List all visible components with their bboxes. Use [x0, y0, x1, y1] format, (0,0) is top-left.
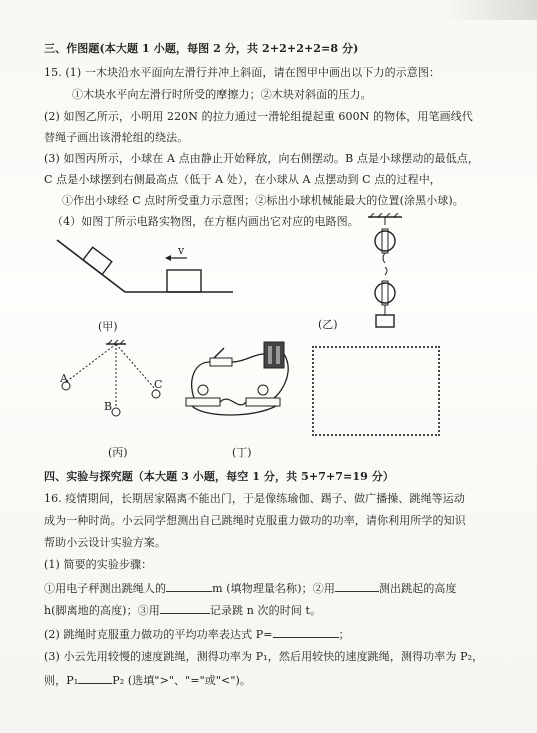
blank-height-tool[interactable] [335, 580, 379, 592]
q15-3-line3: ①作出小球经 C 点时所受重力示意图；②标出小球机械能最大的位置(涂黑小球)。 [62, 194, 464, 207]
scan-shadow [447, 0, 537, 20]
step2-line [44, 602, 321, 618]
lamp-1 [198, 385, 208, 395]
q3-line1: (3) 小云先用较慢的速度跳绳，测得功率为 P₁，然后用较快的速度跳绳，测得功率为 P₂， [44, 650, 484, 663]
movable-pulley [375, 283, 395, 303]
figure-jia-incline [55, 232, 235, 302]
figure-ding-label: (丁) [232, 446, 252, 459]
figure-jia-label: (甲) [98, 320, 118, 333]
q2-line [44, 626, 350, 642]
blank-mass-quantity[interactable] [166, 580, 212, 592]
figure-ding-circuit [184, 340, 294, 420]
circuit-drawing-box[interactable] [312, 346, 440, 436]
lamp-1-base [186, 398, 220, 406]
q15-2-line2: 替绳子画出该滑轮组的绕法。 [44, 131, 189, 144]
blank-time-tool[interactable] [160, 602, 210, 614]
point-C-label: C [154, 378, 163, 391]
figure-yi-label: (乙) [318, 318, 338, 331]
q15-1-items: ①木块水平向左滑行时所受的摩擦力；②木块对斜面的压力。 [72, 88, 372, 101]
load-weight [376, 315, 394, 327]
q15-4: （4）如图丁所示电路实物图，在方框内画出它对应的电路图。 [52, 215, 359, 228]
q2-text-b: ； [338, 628, 350, 641]
step-title: (1) 简要的实验步骤： [44, 558, 153, 571]
q16-line3: 帮助小云设计实验方案。 [44, 536, 167, 549]
ball-C [152, 390, 160, 398]
point-A-label: A [60, 372, 68, 385]
ball-B [112, 408, 120, 416]
q15-3-line2: C 点是小球摆到右侧最高点（低于 A 处），在小球从 A 点摆动到 C 点的过程中， [44, 173, 441, 186]
step1-text-b: m (填物理量名称)；②用 [212, 582, 335, 595]
switch [210, 358, 232, 366]
q3-text-b: P₂ (选填">"、"="或"<")。 [112, 674, 252, 687]
blank-power-formula[interactable] [273, 626, 339, 638]
step2-text-b: 记录跳 n 次的时间 t。 [209, 604, 322, 617]
step1-text-c: 测出跳起的高度 [378, 582, 457, 595]
q3-line2 [44, 672, 251, 688]
figure-bing-label: (丙) [108, 446, 128, 459]
figure-yi-pulley [360, 213, 410, 333]
velocity-label: v [178, 244, 185, 257]
q2-text-a: (2) 跳绳时克服重力做功的平均功率表达式 P= [44, 628, 273, 641]
incline-block [83, 247, 112, 274]
battery-box [264, 342, 284, 368]
q16-line2: 成为一种时尚。小云同学想测出自己跳绳时克服重力做功的功率，请你利用所学的知识 [44, 514, 466, 527]
lamp-2 [258, 385, 268, 395]
q16-line1: 16. 疫情期间，长期居家隔离不能出门，于是像练瑜伽、踢子、做广播操、跳绳等运动 [44, 492, 465, 505]
point-B-label: B [104, 400, 113, 413]
q3-text-a: 则，P₁ [44, 674, 79, 687]
lamp-2-base [246, 398, 280, 406]
flat-block [167, 270, 201, 292]
step1-line [44, 580, 457, 596]
blank-power-compare[interactable] [78, 672, 112, 684]
step1-text-a: ①用电子秤测出跳绳人的 [44, 582, 167, 595]
section3-heading: 三、作图题(本大题 1 小题，每图 2 分，共 2+2+2+2=8 分) [44, 42, 359, 55]
q15-intro: 15. (1) 一木块沿水平面向左滑行并冲上斜面，请在图甲中画出以下力的示意图： [44, 66, 441, 79]
fixed-pulley [375, 231, 395, 251]
section4-heading: 四、实验与探究题（本大题 3 小题，每空 1 分，共 5+7+7=19 分） [44, 470, 395, 483]
step2-text-a: h(脚离地的高度)；③用 [44, 604, 160, 617]
q15-2-line1: (2) 如图乙所示，小明用 220N 的拉力通过一滑轮组提起重 600N 的物体，用笔画线代 [44, 110, 473, 123]
q15-3-line1: (3) 如图丙所示，小球在 A 点由静止开始释放，向右侧摆动。B 点是小球摆动的最低点， [44, 152, 479, 165]
